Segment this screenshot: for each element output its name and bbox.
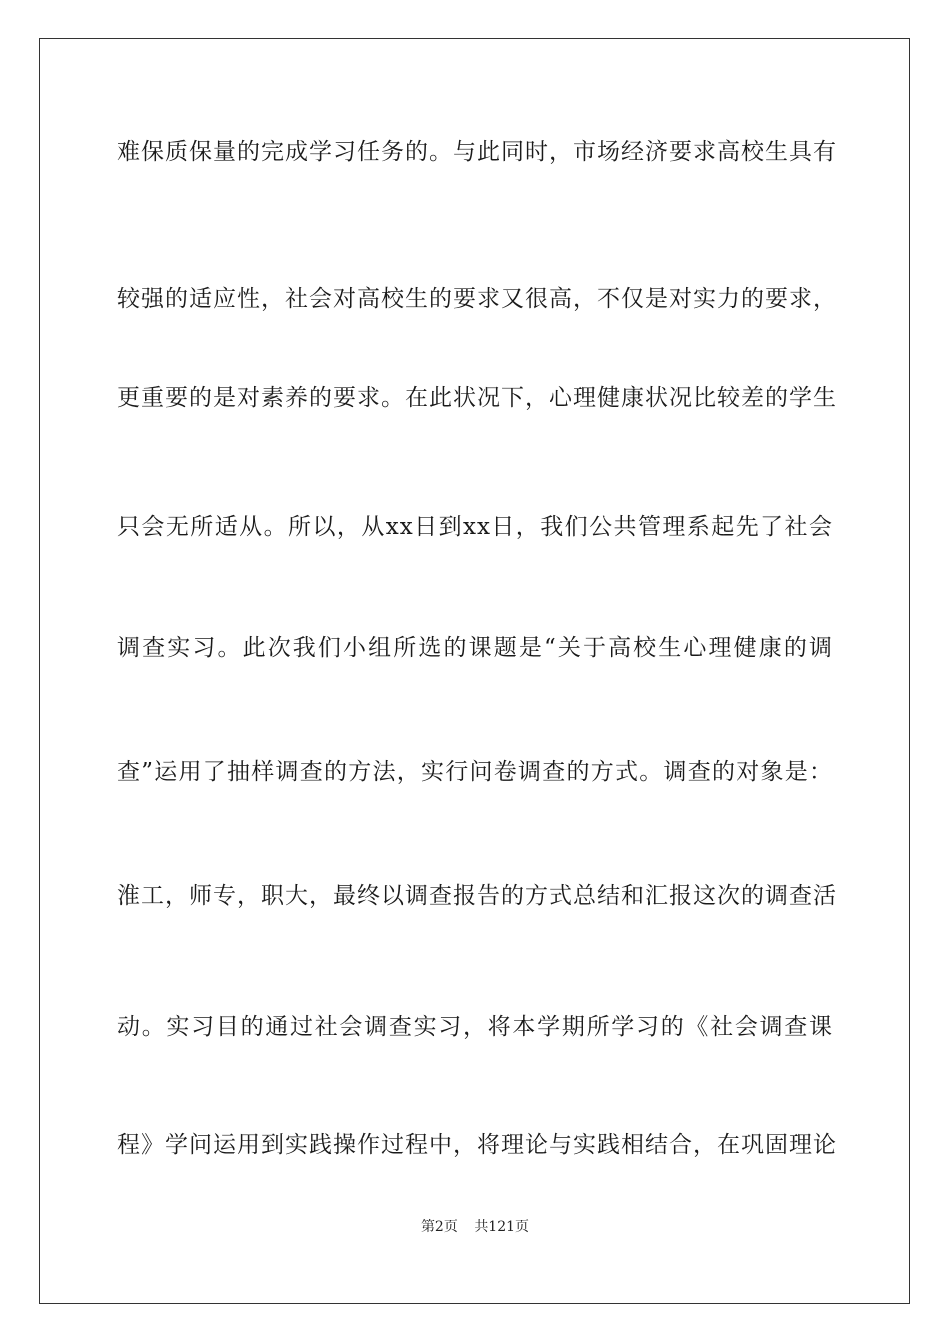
body-text-line: 只会无所适从。所以，从xx日到xx日，我们公共管理系起先了社会 bbox=[117, 514, 833, 540]
body-text-line: 淮工，师专，职大，最终以调查报告的方式总结和汇报这次的调查活 bbox=[117, 883, 837, 909]
body-text-line: 调查实习。此次我们小组所选的课题是“关于高校生心理健康的调 bbox=[117, 635, 833, 661]
page-number: 第2页 bbox=[420, 1219, 458, 1235]
body-text-line: 动。实习目的通过社会调查实习，将本学期所学习的《社会调查课 bbox=[117, 1014, 833, 1040]
body-text-line: 更重要的是对素养的要求。在此状况下，心理健康状况比较差的学生 bbox=[117, 385, 837, 411]
body-text-line: 较强的适应性，社会对高校生的要求又很高，不仅是对实力的要求， bbox=[117, 286, 837, 312]
page-total: 共121页 bbox=[474, 1219, 530, 1235]
body-text-line: 难保质保量的完成学习任务的。与此同时，市场经济要求高校生具有 bbox=[117, 139, 837, 165]
body-text-line: 查”运用了抽样调查的方法，实行问卷调查的方式。调查的对象是： bbox=[117, 759, 833, 785]
page-footer bbox=[0, 1218, 950, 1236]
page-border bbox=[39, 38, 910, 1304]
body-text-line: 程》学问运用到实践操作过程中，将理论与实践相结合，在巩固理论 bbox=[117, 1132, 837, 1158]
